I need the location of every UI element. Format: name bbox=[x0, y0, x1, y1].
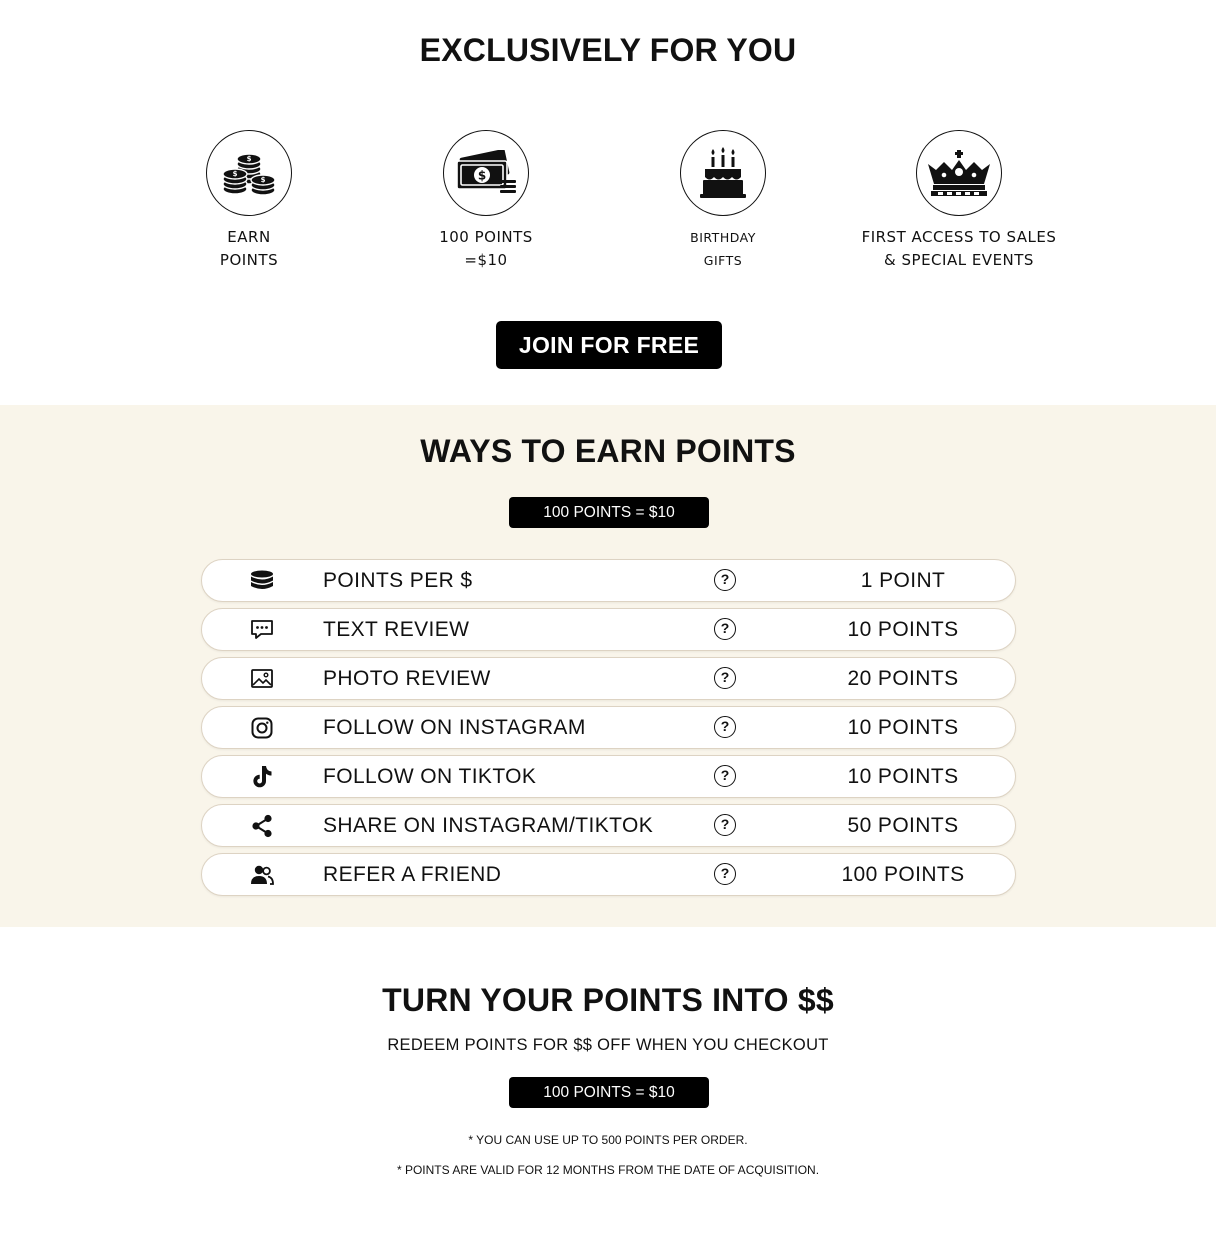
earn-row-label: REFER A FRIEND bbox=[323, 863, 502, 886]
help-icon[interactable]: ? bbox=[714, 618, 736, 640]
earn-row-label: SHARE ON INSTAGRAM/TIKTOK bbox=[323, 814, 654, 837]
help-icon[interactable]: ? bbox=[714, 716, 736, 738]
help-icon[interactable]: ? bbox=[714, 814, 736, 836]
instagram-icon bbox=[250, 716, 274, 740]
perks-title: EXCLUSIVELY FOR YOU bbox=[419, 32, 797, 68]
image-icon bbox=[250, 667, 274, 691]
svg-text:$: $ bbox=[477, 168, 487, 183]
earn-row-points: 50 POINTS bbox=[847, 814, 959, 837]
earn-row-points-per-dollar bbox=[201, 559, 1016, 602]
perk-first-access-label: FIRST ACCESS TO SALES & SPECIAL EVENTS bbox=[861, 228, 1057, 269]
join-for-free-button[interactable]: JOIN FOR FREE bbox=[496, 321, 722, 369]
perk-birthday-gifts-label: BIRTHDAY GIFTS bbox=[690, 230, 756, 268]
share-icon bbox=[250, 814, 274, 838]
redeem-note-validity: * POINTS ARE VALID FOR 12 MONTHS FROM THE DATE OF ACQUISITION. bbox=[396, 1163, 820, 1177]
perk-earn-points-label: EARN POINTS bbox=[219, 228, 279, 269]
svg-text:$: $ bbox=[260, 176, 266, 184]
perk-points-value bbox=[386, 130, 586, 272]
redeem-rate-badge: 100 POINTS = $10 bbox=[509, 1077, 709, 1108]
birthday-cake-icon bbox=[680, 130, 766, 216]
earn-row-refer-friend bbox=[201, 853, 1016, 896]
earn-row-points: 100 POINTS bbox=[841, 863, 965, 886]
earn-row-follow-tiktok bbox=[201, 755, 1016, 798]
perks-section bbox=[0, 0, 1216, 405]
perk-first-access bbox=[859, 130, 1059, 272]
earn-row-follow-instagram bbox=[201, 706, 1016, 749]
svg-text:$: $ bbox=[246, 155, 252, 163]
coins-stack-icon bbox=[206, 130, 292, 216]
redeem-title: TURN YOUR POINTS INTO $$ bbox=[382, 982, 834, 1018]
earn-row-label: PHOTO REVIEW bbox=[323, 667, 491, 690]
earn-rate-badge: 100 POINTS = $10 bbox=[509, 497, 709, 528]
earn-row-points: 20 POINTS bbox=[847, 667, 959, 690]
earn-row-points: 10 POINTS bbox=[847, 618, 959, 641]
earn-row-label: FOLLOW ON TIKTOK bbox=[323, 765, 537, 788]
tiktok-icon bbox=[250, 765, 274, 789]
help-icon[interactable]: ? bbox=[714, 569, 736, 591]
help-icon[interactable]: ? bbox=[714, 667, 736, 689]
perk-birthday-gifts bbox=[623, 130, 823, 272]
earn-row-text-review bbox=[201, 608, 1016, 651]
redeem-note-max-points: * YOU CAN USE UP TO 500 POINTS PER ORDER. bbox=[468, 1133, 748, 1147]
perk-earn-points bbox=[149, 130, 349, 272]
help-icon[interactable]: ? bbox=[714, 863, 736, 885]
earn-row-label: POINTS PER $ bbox=[323, 569, 473, 592]
money-bills-icon bbox=[443, 130, 529, 216]
redeem-section bbox=[0, 927, 1216, 1240]
database-stack-icon bbox=[250, 569, 274, 593]
svg-text:$: $ bbox=[232, 170, 238, 178]
earn-row-points: 10 POINTS bbox=[847, 716, 959, 739]
earn-section bbox=[0, 405, 1216, 927]
earn-row-label: TEXT REVIEW bbox=[323, 618, 470, 641]
perk-points-value-label: 100 POINTS =$10 bbox=[439, 228, 533, 269]
earn-row-share bbox=[201, 804, 1016, 847]
earn-row-points: 10 POINTS bbox=[847, 765, 959, 788]
chat-bubble-icon bbox=[250, 618, 274, 642]
redeem-subtitle: REDEEM POINTS FOR $$ OFF WHEN YOU CHECKOUT bbox=[387, 1036, 829, 1054]
earn-row-label: FOLLOW ON INSTAGRAM bbox=[323, 716, 586, 739]
earn-row-points: 1 POINT bbox=[860, 569, 946, 592]
help-icon[interactable]: ? bbox=[714, 765, 736, 787]
users-icon bbox=[250, 863, 274, 887]
earn-row-photo-review bbox=[201, 657, 1016, 700]
crown-icon bbox=[916, 130, 1002, 216]
earn-title: WAYS TO EARN POINTS bbox=[420, 433, 796, 469]
